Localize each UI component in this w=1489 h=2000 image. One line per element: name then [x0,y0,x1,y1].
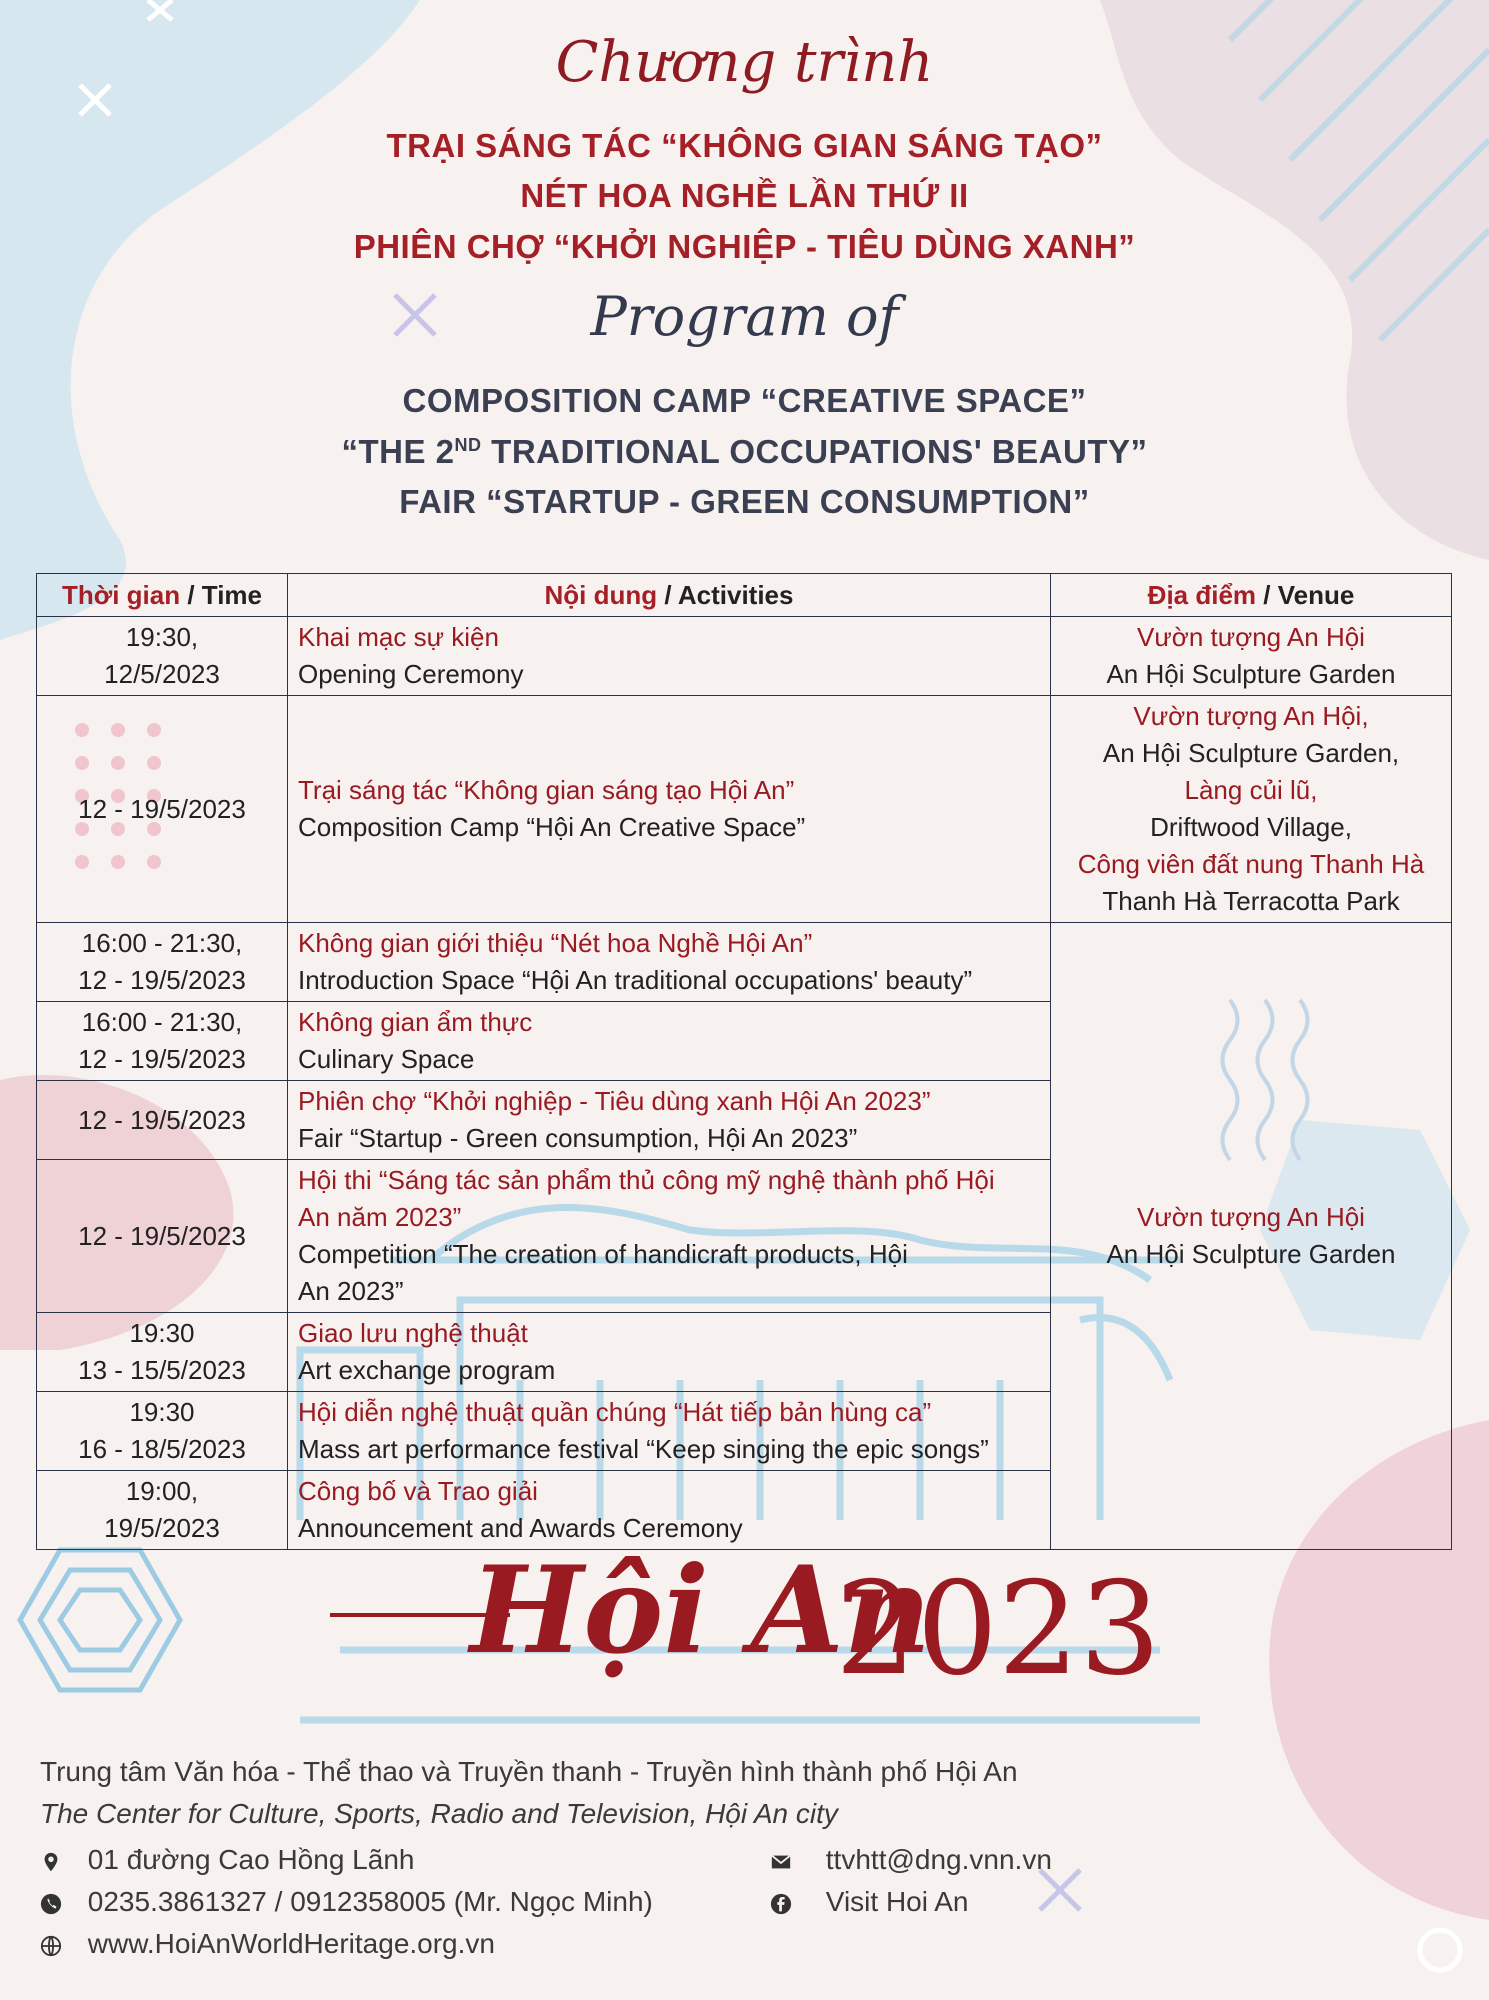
vn-title-line-3: PHIÊN CHỢ “KHỞI NGHIỆP - TIÊU DÙNG XANH” [353,228,1136,265]
time-line: 16:00 - 21:30, [81,1007,243,1037]
activity-en: Opening Ceremony [298,659,524,689]
activity-vn: Hội diễn nghệ thuật quần chúng “Hát tiếp bản hùng ca” [298,1397,932,1427]
row-activity [288,617,1051,696]
header-venue-vn: Địa điểm [1147,579,1257,610]
time-line: 12/5/2023 [104,659,220,689]
table-row [37,617,1452,696]
email-line[interactable] [770,1844,1052,1876]
phone-line [40,1886,653,1918]
header-time [37,574,288,617]
vn-title-line-1: TRẠI SÁNG TÁC “KHÔNG GIAN SÁNG TẠO” [386,127,1103,164]
table-header-row [37,574,1452,617]
en-title-line-3: FAIR “STARTUP - GREEN CONSUMPTION” [399,483,1090,520]
activity-en: Mass art performance festival “Keep singing the epic songs” [298,1434,989,1464]
envelope-icon [770,1851,792,1873]
activity-vn: Phiên chợ “Khởi nghiệp - Tiêu dùng xanh Hội An 2023” [298,1086,931,1116]
header-venue [1051,574,1452,617]
activity-vn: Khai mạc sự kiện [298,622,499,652]
program-table [36,573,1452,1550]
time-line: 13 - 15/5/2023 [78,1355,246,1385]
venue-vn: Vườn tượng An Hội [1137,1202,1365,1232]
time-line: 12 - 19/5/2023 [78,793,246,824]
phone-text: 0235.3861327 / 0912358005 (Mr. Ngọc Minh) [87,1886,653,1917]
activity-en: Fair “Startup - Green consumption, Hội An 2023” [298,1123,858,1153]
table-row [37,696,1452,923]
venue-en: Thanh Hà Terracotta Park [1102,886,1400,916]
activity-en: Competition “The creation of handicraft products, Hội An 2023” [298,1239,908,1306]
row-venue [1051,696,1452,923]
header-time-en: / Time [180,579,263,610]
row-time [37,617,288,696]
row-activity [288,696,1051,923]
script-title-en: Program of [590,285,899,348]
header-venue-en: / Venue [1256,579,1355,610]
facebook-line[interactable] [770,1886,968,1918]
time-line: 12 - 19/5/2023 [78,965,246,995]
email-link[interactable]: ttvhtt@dng.vnn.vn [825,1844,1052,1875]
location-pin-icon [40,1851,62,1873]
row-activity [288,1081,1051,1160]
time-line: 12 - 19/5/2023 [78,1104,246,1135]
row-venue [1051,617,1452,696]
time-line: 19/5/2023 [104,1513,220,1543]
activity-en: Composition Camp “Hội An Creative Space” [298,812,806,842]
vn-title-line-2: NÉT HOA NGHỀ LẦN THỨ II [520,177,969,214]
activity-en: Culinary Space [298,1044,475,1074]
en-title-line-1: COMPOSITION CAMP “CREATIVE SPACE” [402,382,1087,419]
header-activities-en: / Activities [657,579,794,610]
activity-en: Introduction Space “Hội An traditional occupations' beauty” [298,965,973,995]
row-time [37,1392,288,1471]
header-activities-vn: Nội dung [544,579,658,610]
time-line: 19:30, [125,622,199,652]
table-row [37,923,1452,1002]
row-time [37,696,288,923]
header-time-vn: Thời gian [61,579,181,610]
ordinal-suffix: ND [454,435,482,455]
venue-en: An Hội Sculpture Garden [1106,1239,1396,1269]
row-time [37,923,288,1002]
venue-en: Driftwood Village, [1150,812,1352,842]
row-time [37,1002,288,1081]
org-name-en: The Center for Culture, Sports, Radio and Television, Hội An city [40,1798,838,1829]
time-line: 16 - 18/5/2023 [78,1434,246,1464]
hoian-logo-text: Hội An [470,1540,932,1681]
row-activity [288,1160,1051,1313]
facebook-icon [770,1893,792,1915]
venue-vn: Vườn tượng An Hội [1137,622,1365,652]
time-line: 19:00, [125,1476,199,1506]
phone-icon [40,1893,62,1915]
logo-year: 2023 [835,1555,1161,1704]
activity-en: Art exchange program [298,1355,556,1385]
activity-vn: Không gian ẩm thực [298,1007,533,1037]
activity-vn: Trại sáng tác “Không gian sáng tạo Hội An” [298,775,795,805]
address-text: 01 đường Cao Hồng Lãnh [87,1844,415,1875]
globe-icon [40,1935,62,1957]
activity-en: Announcement and Awards Ceremony [298,1513,743,1543]
row-activity [288,1313,1051,1392]
row-activity [288,1392,1051,1471]
time-line: 16:00 - 21:30, [81,928,243,958]
org-name-vn: Trung tâm Văn hóa - Thể thao và Truyền thanh - Truyền hình thành phố Hội An [40,1756,1018,1787]
venue-vn: Vườn tượng An Hội, [1133,701,1369,731]
website-link[interactable]: www.HoiAnWorldHeritage.org.vn [87,1928,495,1959]
row-activity [288,1002,1051,1081]
facebook-link[interactable]: Visit Hoi An [825,1886,969,1917]
time-line: 12 - 19/5/2023 [78,1044,246,1074]
activity-vn: Không gian giới thiệu “Nét hoa Nghề Hội An” [298,928,813,958]
activity-vn: Giao lưu nghệ thuật [298,1318,528,1348]
row-time [37,1471,288,1550]
venue-en: An Hội Sculpture Garden [1106,659,1396,689]
time-line: 19:30 [129,1397,195,1427]
en-title-line-2b: TRADITIONAL OCCUPATIONS' BEAUTY” [481,433,1148,470]
row-activity [288,1471,1051,1550]
en-title-line-2 [0,433,1489,471]
row-time [37,1081,288,1160]
script-title-vn: Chương trình [555,30,934,95]
header-activities [288,574,1051,617]
row-venue [1051,923,1452,1550]
row-time [37,1313,288,1392]
venue-en: An Hội Sculpture Garden, [1102,738,1400,768]
row-activity [288,923,1051,1002]
address-line [40,1844,414,1876]
website-line[interactable] [40,1928,495,1960]
time-line: 12 - 19/5/2023 [78,1220,246,1251]
venue-vn: Công viên đất nung Thanh Hà [1077,849,1425,879]
row-time [37,1160,288,1313]
activity-vn: Hội thi “Sáng tác sản phẩm thủ công mỹ nghệ thành phố Hội An năm 2023” [298,1165,995,1232]
activity-vn: Công bố và Trao giải [298,1476,538,1506]
venue-vn: Làng củi lũ, [1184,775,1318,805]
en-title-line-2a: “THE 2 [341,433,455,470]
time-line: 19:30 [129,1318,195,1348]
